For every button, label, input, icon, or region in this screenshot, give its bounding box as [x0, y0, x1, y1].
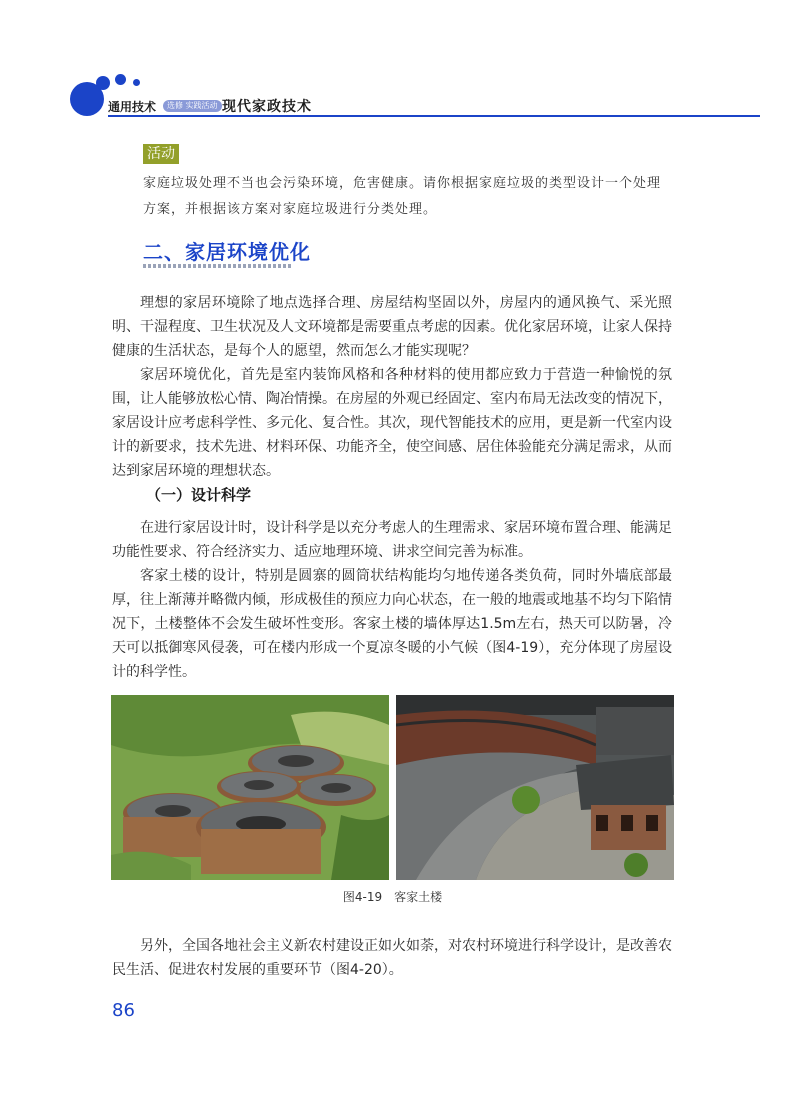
- activity-tag: 活动: [143, 144, 179, 164]
- header-badge: 选修 实践活动: [163, 100, 222, 112]
- header-series: 通用技术: [108, 100, 157, 114]
- paragraph: 在进行家居设计时，设计科学是以充分考虑人的生理需求、家居环境布置合理、能满足功能性要求、符合经济实力、适应地理环境、讲求空间完善为标准。: [112, 520, 672, 560]
- header-book-title: 现代家政技术: [222, 99, 312, 115]
- header-dot-tiny: [133, 79, 140, 86]
- tulou-aerial-photo: [111, 695, 389, 880]
- header-dot-medium: [96, 76, 110, 90]
- section-title: 二、家居环境优化: [143, 240, 311, 264]
- activity-text: 家庭垃圾处理不当也会污染环境，危害健康。请你根据家庭垃圾的类型设计一个处理方案，并根据该方案对家庭垃圾进行分类处理。: [143, 176, 662, 217]
- paragraph: 另外，全国各地社会主义新农村建设正如火如荼，对农村环境进行科学设计，是改善农民生活、促进农村发展的重要环节（图4-20）。: [112, 938, 672, 978]
- tulou-courtyard-photo: [396, 695, 674, 880]
- paragraph: 客家土楼的设计，特别是圆寨的圆筒状结构能均匀地传递各类负荷，同时外墙底部最厚，往上渐薄并略微内倾，形成极佳的预应力向心状态，在一般的地震或地基不均匀下陷情况下，土楼整体不会发生破坏性变形。客家土楼的墙体厚达1.5m左右，热天可以防暑，冷天可以抵御寒风侵袭，可在楼内形成一个夏凉冬暖的小气候（图4-19），充分体现了房屋设计的科学性。: [112, 568, 672, 680]
- header-rule: [108, 115, 760, 117]
- subsection-body: [112, 516, 672, 684]
- section-body: [112, 291, 672, 483]
- subsection-title: （一）设计科学: [146, 486, 252, 504]
- paragraph: 家居环境优化，首先是室内装饰风格和各种材料的使用都应致力于营造一种愉悦的氛围，让人能够放松心情、陶冶情操。在房屋的外观已经固定、室内布局无法改变的情况下，家居设计应考虑科学性、多元化、复合性。其次，现代智能技术的应用，更是新一代室内设计的新要求，技术先进、材料环保、功能齐全，使空间感、居住体验能充分满足需求，从而达到家居环境的理想状态。: [112, 367, 672, 479]
- closing-body: [112, 934, 672, 982]
- header-dot-small: [115, 74, 126, 85]
- section-title-underline: [143, 264, 293, 268]
- page-number: 86: [112, 1000, 135, 1021]
- figure-caption: 图4-19 客家土楼: [342, 890, 443, 904]
- paragraph: 理想的家居环境除了地点选择合理、房屋结构坚固以外，房屋内的通风换气、采光照明、干湿程度、卫生状况及人文环境都是需要重点考虑的因素。优化家居环境，让家人保持健康的生活状态，是每个人的愿望，然而怎么才能实现呢？: [112, 295, 672, 359]
